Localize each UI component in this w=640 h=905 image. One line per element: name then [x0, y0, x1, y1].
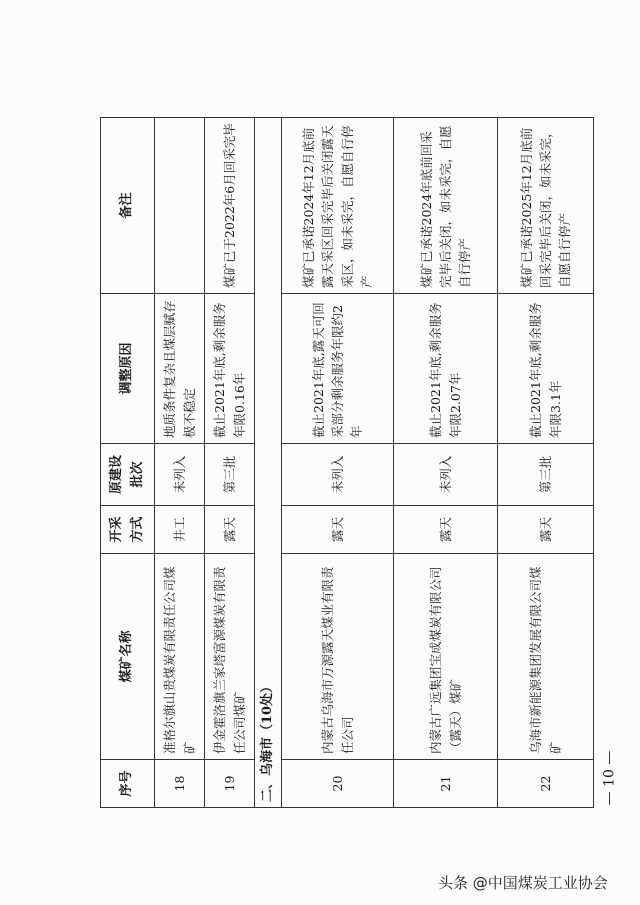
cell-no: 22 — [498, 760, 594, 808]
cell-remark: 煤矿已于2022年6月回采完毕 — [205, 118, 255, 294]
header-remark: 备注 — [101, 118, 155, 294]
cell-batch: 未列入 — [394, 444, 498, 506]
source-watermark: 头条 @中国煤炭工业协会 — [438, 874, 608, 892]
cell-name: 伊金霍洛旗兰家塔富源煤炭有限责任公司煤矿 — [205, 554, 255, 760]
cell-name: 乌海市新能源集团发展有限公司煤矿 — [498, 554, 594, 760]
page-number: — 10 — — [601, 750, 618, 806]
header-row — [101, 118, 155, 808]
cell-name: 内蒙古广远集团宝成煤炭有限公司（露天）煤矿 — [394, 554, 498, 760]
cell-method: 露天 — [282, 506, 394, 554]
cell-remark: 煤矿已承诺2024年12月底前露天采区回采完毕后关闭露天采区，如未采完，自愿自行停产 — [282, 118, 394, 294]
cell-name: 准格尔旗山贵煤炭有限责任公司煤矿 — [155, 554, 205, 760]
cell-reason: 截止2021年底,露天可回采部分剩余服务年限约2年 — [282, 294, 394, 444]
header-batch: 原建设批次 — [101, 444, 155, 506]
header-reason: 调整原因 — [101, 294, 155, 444]
table-row — [394, 118, 498, 808]
header-name: 煤矿名称 — [101, 554, 155, 760]
coal-mine-table — [100, 117, 594, 808]
header-no: 序号 — [101, 760, 155, 808]
cell-method: 露天 — [394, 506, 498, 554]
cell-no: 18 — [155, 760, 205, 808]
cell-no: 21 — [394, 760, 498, 808]
section-title: 二、乌海市（10处） — [255, 118, 282, 808]
cell-batch: 第三批 — [205, 444, 255, 506]
cell-remark — [155, 118, 205, 294]
cell-batch: 未列入 — [155, 444, 205, 506]
cell-batch: 第三批 — [498, 444, 594, 506]
table-row — [498, 118, 594, 808]
cell-reason: 截止2021年底,剩余服务年限2.07年 — [394, 294, 498, 444]
section-row — [255, 118, 282, 808]
cell-method: 露天 — [498, 506, 594, 554]
cell-batch: 未列入 — [282, 444, 394, 506]
table-row — [155, 118, 205, 808]
header-method: 开采方式 — [101, 506, 155, 554]
cell-remark: 煤矿已承诺2025年12月底前回采完毕后关闭，如未采完，自愿自行停产 — [498, 118, 594, 294]
cell-reason: 地质条件复杂且煤层赋存极不稳定 — [155, 294, 205, 444]
cell-no: 19 — [205, 760, 255, 808]
table-row — [282, 118, 394, 808]
cell-reason: 截止2021年底,剩余服务年限0.16年 — [205, 294, 255, 444]
cell-remark: 煤矿已承诺2024年底前回采完毕后关闭，如未采完，自愿自行停产 — [394, 118, 498, 294]
cell-method: 露天 — [205, 506, 255, 554]
cell-method: 井工 — [155, 506, 205, 554]
cell-no: 20 — [282, 760, 394, 808]
table-row — [205, 118, 255, 808]
cell-name: 内蒙古乌海市万源露天煤业有限责任公司 — [282, 554, 394, 760]
cell-reason: 截止2021年底,剩余服务年限3.1年 — [498, 294, 594, 444]
rotated-table-wrapper — [100, 118, 590, 808]
